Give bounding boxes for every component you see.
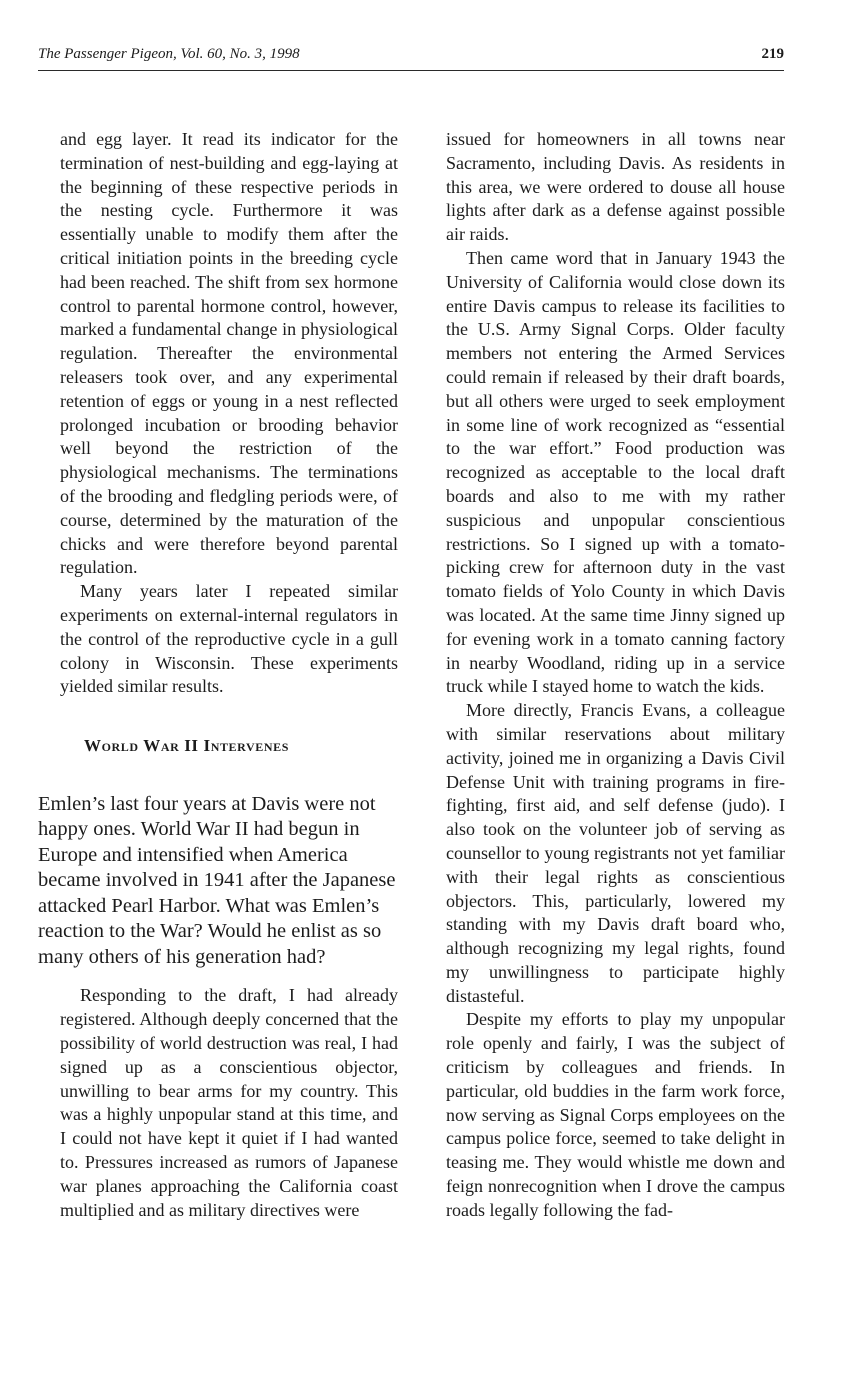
left-column: [38, 128, 398, 1222]
paragraph: More directly, Francis Evans, a colleague with similar reservations about military activity, joined me in organizing a Davis Civil Defense Unit with training programs in fire-fighting, first aid, and self defense (judo). I also took on the volunteer job of serving as counsellor to young registrants not yet familiar with their legal rights as conscientious objectors. This, particularly, lowered my standing with my Davis draft board who, although recognizing my legal rights, found my unwillingness to participate highly distasteful.: [446, 700, 785, 1006]
paragraph: Despite my efforts to play my unpopular role openly and fairly, I was the subject of criticism by colleagues and friends. In particular, old buddies in the farm work force, now serving as Signal Corps employees on the campus police force, seemed to take delight in teasing me. They would whistle me down and feign nonrecognition when I drove the campus roads legally following the fad-: [446, 1009, 785, 1220]
running-header: [38, 44, 784, 71]
paragraph: issued for homeowners in all towns near Sacramento, including Davis. As residents in this area, we were ordered to douse all house lights after dark as a defense against possible air raids.: [446, 129, 785, 245]
paragraph: Responding to the draft, I had already registered. Although deeply concerned that the possibility of world destruction was real, I had signed up as a conscientious objector, unwilling to bear arms for my country. This was a highly unpopular stand at this time, and I could not have kept it quiet if I had wanted to. Pressures increased as rumors of Japanese war planes approaching the California coast multiplied and as military directives were: [60, 985, 398, 1220]
paragraph: Then came word that in January 1943 the University of California would close down its entire Davis campus to release its facilities to the U.S. Army Signal Corps. Older faculty members not entering the Armed Services could remain if released by their draft boards, but all others were urged to seek employment in some line of work recognized as “essential to the war effort.” Food production was recognized as acceptable to the local draft boards and also to me with my rather suspicious and unpopular conscientious restrictions. So I signed up with a tomato-picking crew for afternoon duty in the vast tomato fields of Yolo County in which Davis was located. At the same time Jinny signed up for evening work in a tomato canning factory in nearby Woodland, riding up in a service truck while I stayed home to watch the kids.: [446, 247, 785, 697]
paragraph: and egg layer. It read its indicator for the termination of nest-building and egg-laying at the beginning of these respective periods in the nesting cycle. Furthermore it was essentially unable to modify them after the critical initiation points in the breeding cycle had been reached. The shift from sex hormone control to parental hormone control, however, marked a fundamental change in physiological regulation. Thereafter the environmental releasers took over, and any experimental retention of eggs or young in a nest reflected prolonged incubation or brooding behavior well beyond the restriction of the physiological mechanisms. The terminations of the brooding and fledgling periods were, of course, determined by the maturation of the chicks and were therefore beyond parental regulation.: [60, 129, 398, 578]
quoted-block-1: [38, 128, 398, 699]
editorial-paragraph: Emlen’s last four years at Davis were not happy ones. World War II had begun in Europe and intensified when America became involved in 1941 after the Japanese attacked Pearl Harbor. What was Emlen’s reaction to the War? Would he enlist as so many others of his generation had?: [38, 792, 396, 968]
page-number: 219: [761, 46, 784, 62]
right-column: [446, 128, 785, 1223]
paragraph: Many years later I repeated similar experiments on external-internal regulators in the control of the reproductive cycle in a gull colony in Wisconsin. These experiments yielded similar results.: [60, 581, 398, 697]
quoted-block-2: [38, 984, 398, 1222]
section-heading: World War II Intervenes: [84, 736, 290, 756]
journal-citation: The Passenger Pigeon, Vol. 60, No. 3, 1998: [38, 46, 300, 62]
